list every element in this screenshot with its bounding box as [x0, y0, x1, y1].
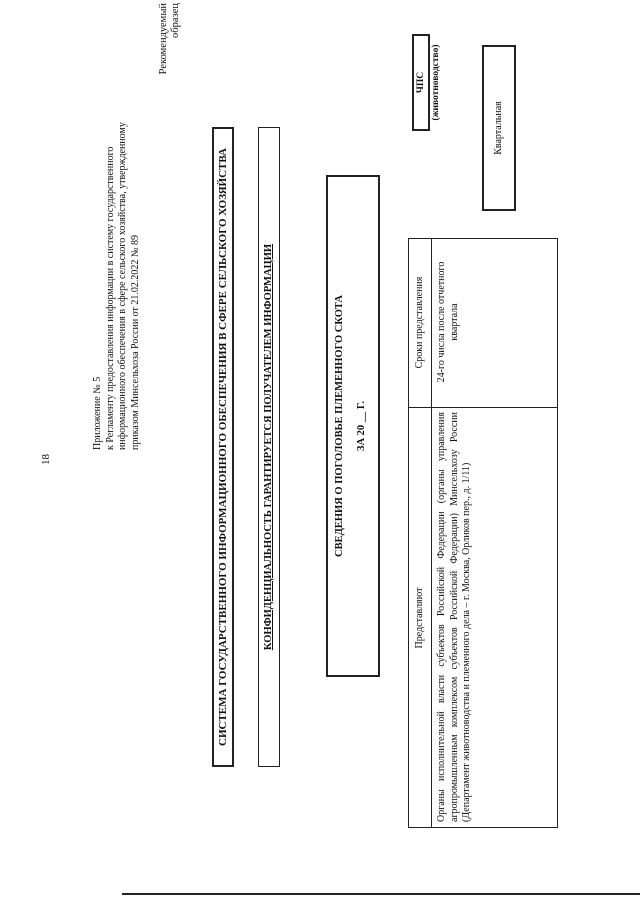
- header-submitters: Представляют: [414, 587, 425, 649]
- form-title-box: [326, 175, 380, 677]
- recommended-line-1: Рекомендуемый: [158, 3, 169, 75]
- periodicity-box: Квартальная: [482, 45, 516, 211]
- appendix-line-4: приказом Минсельхоза России от 21.02.2022 № 89: [129, 235, 141, 450]
- page-number: 18: [40, 454, 52, 465]
- appendix-note: [92, 30, 142, 450]
- submission-table: [408, 238, 558, 828]
- confidentiality-box: [258, 127, 280, 767]
- cell-submitters: Органы исполнительной власти субъектов Российской Федерации (органы управления агропромышленным комплексом субъектов Российской Федерации) Минсельхозу России (Департамент животноводства и племенного дела – г. Москва, Орликов пер., д. 1/11): [436, 412, 472, 822]
- appendix-line-1: Приложение № 5: [92, 376, 103, 450]
- system-title-box: СИСТЕМА ГОСУДАРСТВЕННОГО ИНФОРМАЦИОННОГО ОБЕСПЕЧЕНИЯ В СФЕРЕ СЕЛЬСКОГО ХОЗЯЙСТВА: [212, 127, 234, 767]
- table-column-divider: [409, 407, 557, 408]
- table-header-divider: [431, 238, 432, 828]
- recommended-line-2: образец: [170, 3, 181, 38]
- header-deadline: Сроки представления: [414, 276, 425, 369]
- recommended-sample-note: [158, 3, 182, 93]
- appendix-line-3: информационного обеспечения в сфере сельского хозяйства, утвержденному: [117, 122, 128, 450]
- confidentiality-text: КОНФИДЕНЦИАЛЬНОСТЬ ГАРАНТИРУЕТСЯ ПОЛУЧАТЕЛЕМ ИНФОРМАЦИИ: [263, 243, 274, 651]
- form-title: СВЕДЕНИЯ О ПОГОЛОВЬЕ ПЛЕМЕННОГО СКОТА: [334, 295, 345, 557]
- cell-deadline: 24-го числа после отчетного квартала: [436, 261, 460, 383]
- appendix-line-2: к Регламенту предоставления информации в систему государственного: [104, 146, 116, 450]
- form-code-box: ЧПС (животноводство): [412, 34, 430, 131]
- form-period: ЗА 20 __ Г.: [356, 400, 367, 452]
